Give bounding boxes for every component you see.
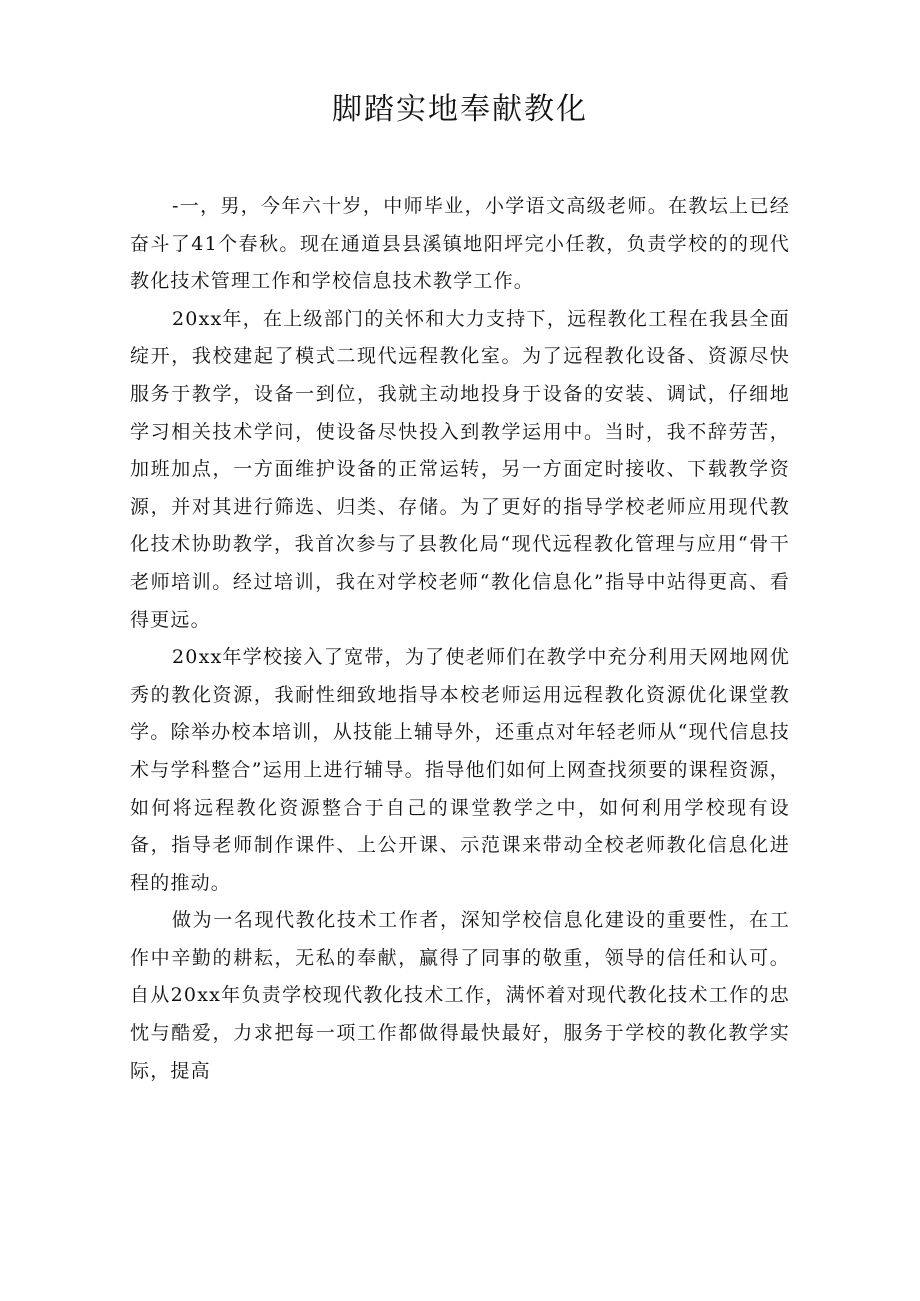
document-body [130,188,790,1090]
paragraph-4: 做为一名现代教化技术工作者，深知学校信息化建设的重要性，在工作中辛勤的耕耘，无私的奉献，赢得了同事的敬重，领导的信任和认可。自从20xx年负责学校现代教化技术工作，满怀着对现代教化技术工作的忠忱与酷爱，力求把每一项工作都做得最快最好，服务于学校的教化教学实际，提高 [130,909,790,1082]
paragraph-1: -一，男，今年六十岁，中师毕业，小学语文高级老师。在教坛上已经奋斗了41个春秋。现在通道县县溪镇地阳坪完小任教，负责学校的的现代教化技术管理工作和学校信息技术教学工作。 [130,195,790,293]
paragraph-2: 20xx年，在上级部门的关怀和大力支持下，远程教化工程在我县全面绽开，我校建起了模式二现代远程教化室。为了远程教化设备、资源尽快服务于教学，设备一到位，我就主动地投身于设备的安装、调试，仔细地学习相关技术学问，使设备尽快投入到教学运用中。当时，我不辞劳苦，加班加点，一方面维护设备的正常运转，另一方面定时接收、下载教学资源，并对其进行筛选、归类、存储。为了更好的指导学校老师应用现代教化技术协助教学，我首次参与了县教化局“现代远程教化管理与应用“骨干老师培训。经过培训，我在对学校老师“教化信息化”指导中站得更高、看得更远。 [130,307,790,631]
document-title: 脚踏实地奉献教化 [332,92,588,127]
paragraph-3: 20xx年学校接入了宽带，为了使老师们在教学中充分利用天网地网优秀的教化资源，我耐性细致地指导本校老师运用远程教化资源优化课堂教学。除举办校本培训，从技能上辅导外，还重点对年轻老师从“现代信息技术与学科整合”运用上进行辅导。指导他们如何上网查找须要的课程资源，如何将远程教化资源整合于自己的课堂教学之中，如何利用学校现有设备，指导老师制作课件、上公开课、示范课来带动全校老师教化信息化进程的推动。 [130,646,790,894]
